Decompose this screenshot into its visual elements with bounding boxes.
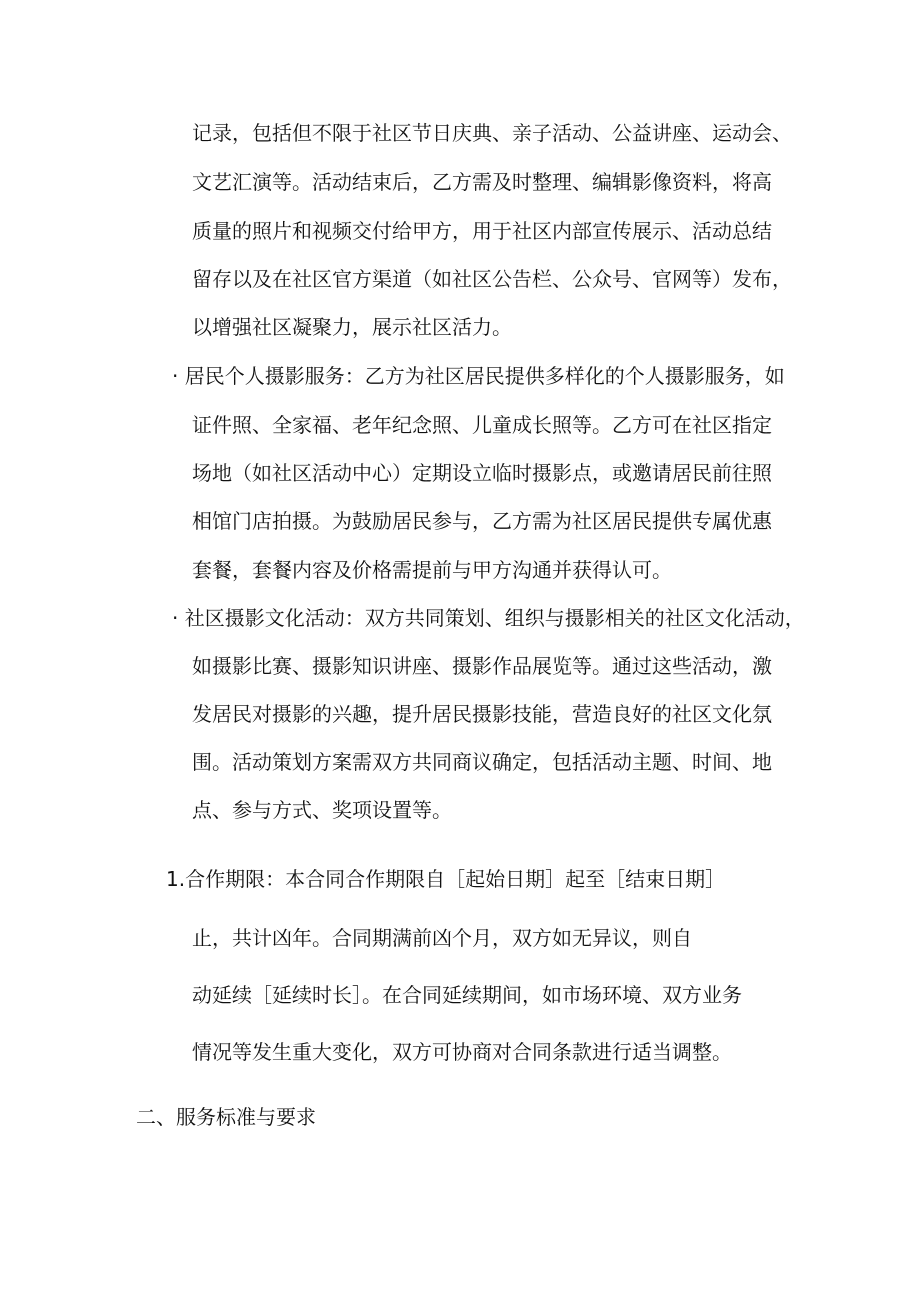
paragraph-line: 场地（如社区活动中心）定期设立临时摄影点，或邀请居民前往照 [192, 461, 772, 485]
paragraph-line: 点、参与方式、奖项设置等。 [192, 798, 452, 822]
paragraph-line: 质量的照片和视频交付给甲方，用于社区内部宣传展示、活动总结 [192, 219, 772, 243]
bullet-item-line: · 居民个人摄影服务：乙方为社区居民提供多样化的个人摄影服务，如 [172, 364, 785, 388]
paragraph-line: 情况等发生重大变化，双方可协商对合同条款进行适当调整。 [192, 1040, 732, 1064]
paragraph-line: 发居民对摄影的兴趣，提升居民摄影技能，营造良好的社区文化氛 [192, 702, 772, 726]
paragraph-line: 文艺汇演等。活动结束后，乙方需及时整理、编辑影像资料，将高 [192, 170, 772, 194]
paragraph-line: 止，共计凶年。合同期满前凶个月，双方如无异议，则自 [192, 926, 692, 950]
paragraph-line: 动延续［延续时长］。在合同延续期间，如市场环境、双方业务 [192, 983, 742, 1007]
numbered-item-line: 1.合作期限：本合同合作期限自［起始日期］起至［结束日期］ [166, 867, 726, 891]
paragraph-line: 以增强社区凝聚力，展示社区活力。 [192, 315, 512, 339]
paragraph-line: 证件照、全家福、老年纪念照、儿童成长照等。乙方可在社区指定 [192, 413, 772, 437]
paragraph-line: 如摄影比赛、摄影知识讲座、摄影作品展览等。通过这些活动，激 [192, 654, 772, 678]
bullet-item-line: · 社区摄影文化活动：双方共同策划、组织与摄影相关的社区文化活动， [172, 606, 805, 630]
paragraph-line: 留存以及在社区官方渠道（如社区公告栏、公众号、官网等）发布， [192, 267, 792, 291]
paragraph-line: 套餐，套餐内容及价格需提前与甲方沟通并获得认可。 [192, 558, 672, 582]
paragraph-line: 围。活动策划方案需双方共同商议确定，包括活动主题、时间、地 [192, 750, 772, 774]
section-heading: 二、服务标准与要求 [136, 1105, 316, 1129]
paragraph-line: 相馆门店拍摄。为鼓励居民参与，乙方需为社区居民提供专属优惠 [192, 509, 772, 533]
paragraph-line: 记录，包括但不限于社区节日庆典、亲子活动、公益讲座、运动会、 [192, 121, 792, 145]
